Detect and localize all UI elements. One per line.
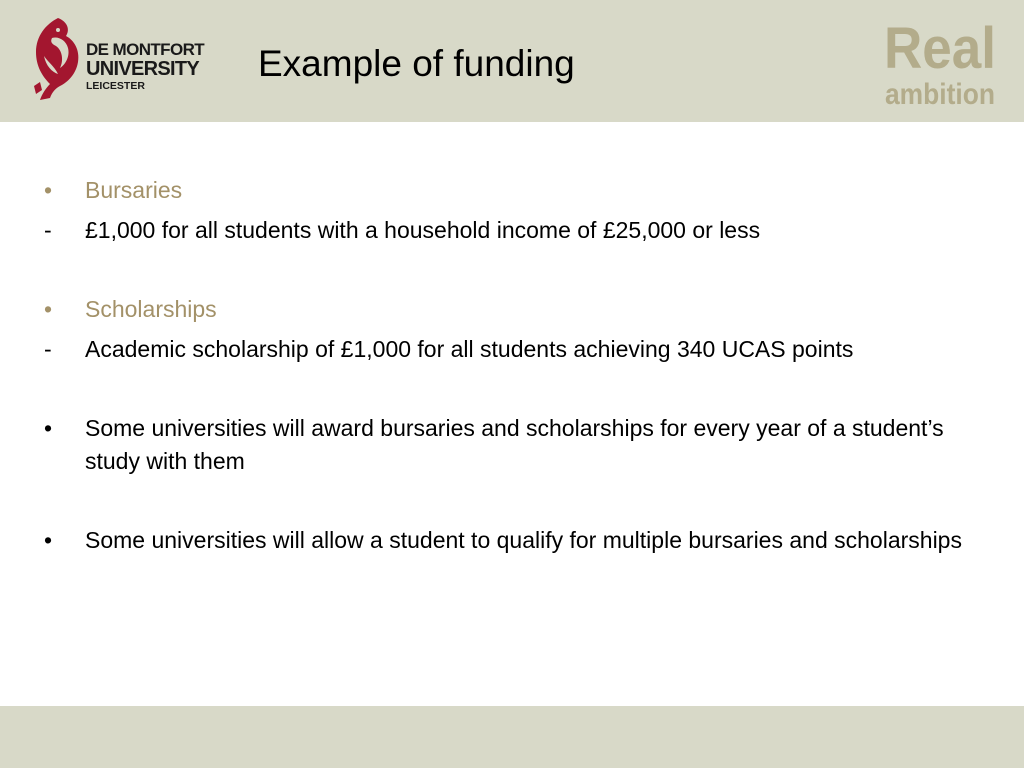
header-band [0,0,1024,122]
lion-crest-icon [28,16,84,102]
section-heading: Bursaries [85,177,183,203]
bullet-marker: • [44,415,53,441]
list-item-text: £1,000 for all students with a household income of £25,000 or less [85,217,761,243]
list-item-every-year [44,412,984,478]
list-item-text: Some universities will allow a student to qualify for multiple bursaries and scholarships [85,527,962,553]
footer-band [0,706,1024,768]
list-item-scholarships [44,293,984,326]
list-item-bursary-detail [44,214,984,247]
slide-content [44,174,984,557]
list-item-text: Some universities will award bursaries and scholarships for every year of a student’s study with them [85,415,944,474]
brand-word-2: ambition [885,78,995,110]
bullet-marker: • [44,177,53,203]
bullet-marker: • [44,296,53,322]
logo-line-1: DE MONTFORT [86,40,205,59]
page-title: Example of funding [258,43,575,84]
section-heading: Scholarships [85,296,217,322]
logo-line-2: UNIVERSITY [86,58,200,80]
brand-word-1: Real [884,16,996,81]
dash-marker: - [44,217,52,243]
university-logo[interactable] [28,16,228,102]
list-item-bursaries [44,174,984,207]
list-item-scholarship-detail [44,333,984,366]
real-ambition-logo [882,16,1000,110]
list-item-multiple [44,524,984,557]
list-item-text: Academic scholarship of £1,000 for all students achieving 340 UCAS points [85,336,854,362]
logo-line-3: LEICESTER [86,80,145,92]
dash-marker: - [44,336,52,362]
bullet-marker: • [44,527,53,553]
logo-wordmark [86,41,204,92]
